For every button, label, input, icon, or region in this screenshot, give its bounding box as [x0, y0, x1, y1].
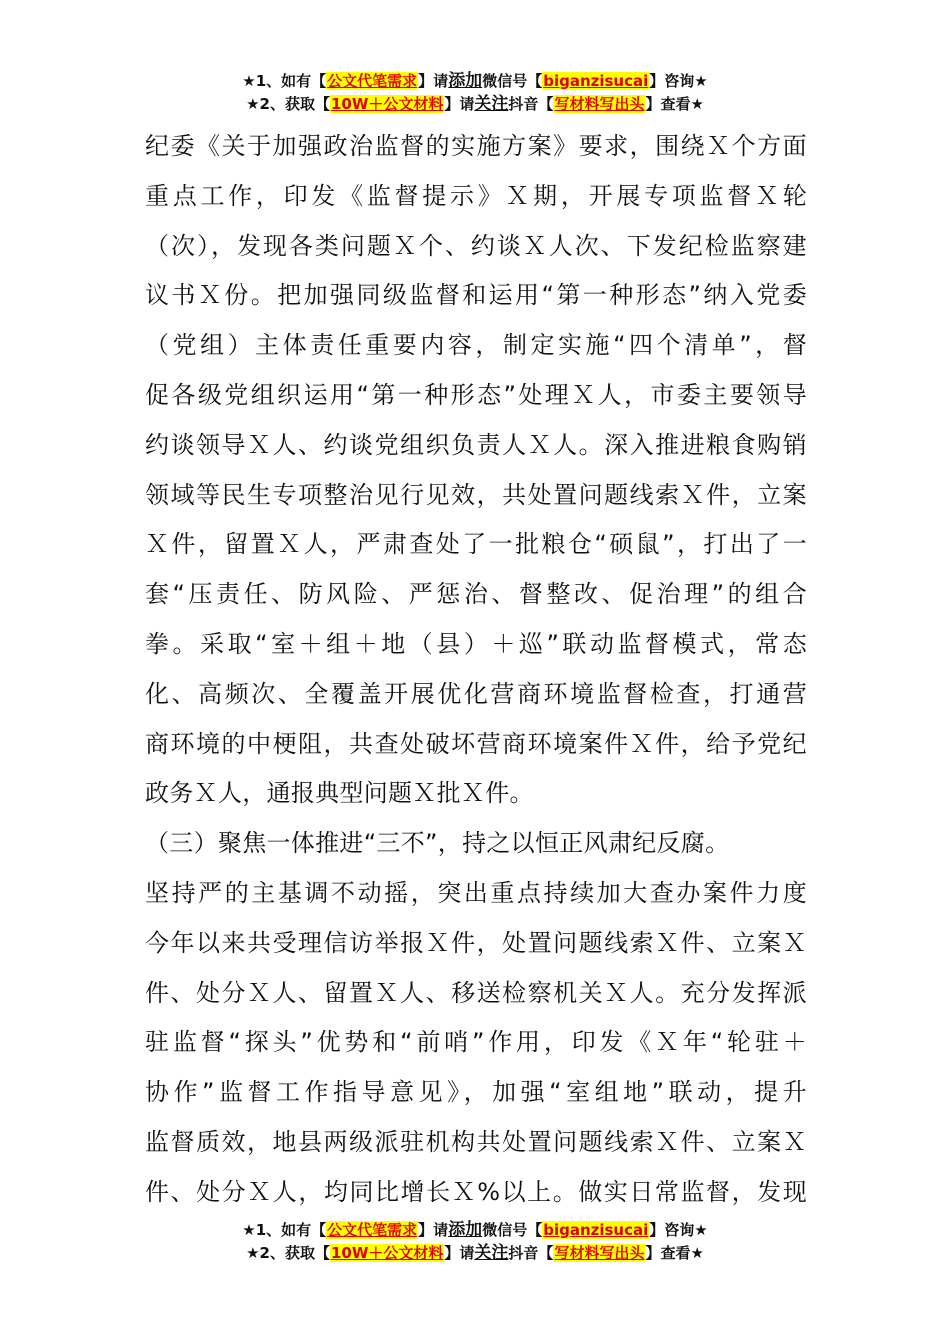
- banner-text: 】请: [418, 72, 449, 90]
- text-line: 拳。采取“室＋组＋地（县）＋巡”联动监督模式，常态: [145, 629, 807, 658]
- text-line: 促各级党组织运用“第一种形态”处理Ｘ人，市委主要领导: [145, 380, 807, 409]
- banner-text: 微信号【: [482, 72, 543, 90]
- banner-text: 】请: [444, 95, 475, 113]
- text-line: （党组）主体责任重要内容，制定实施“四个清单”，督: [145, 331, 807, 360]
- text-line: 监督质效，地县两级派驻机构共处置问题线索Ｘ件、立案Ｘ: [145, 1127, 807, 1156]
- text-line: 驻监督“探头”优势和“前哨”作用，印发《Ｘ年“轮驻＋: [145, 1028, 807, 1057]
- text-line: Ｘ件，留置Ｘ人，严肃查处了一批粮仓“硕鼠”，打出了一: [145, 530, 807, 559]
- bottom-banner: [0, 1219, 950, 1265]
- highlight-wechat-id: biganzisucai: [543, 1221, 649, 1239]
- text-line: 件、处分Ｘ人，均同比增长Ｘ%以上。做实日常监督，发现: [145, 1177, 807, 1206]
- highlight-materials: 10W＋公文材料: [330, 1244, 444, 1262]
- text-line: （次），发现各类问题Ｘ个、约谈Ｘ人次、下发纪检监察建: [145, 231, 807, 260]
- text-line: 约谈领导Ｘ人、约谈党组织负责人Ｘ人。深入推进粮食购销: [145, 430, 807, 459]
- highlight-materials: 10W＋公文材料: [330, 95, 444, 113]
- text-line: 化、高频次、全覆盖开展优化营商环境监督检查，打通营: [145, 679, 807, 708]
- underlined-text: 关注: [474, 1243, 509, 1263]
- banner-text: 】咨询★: [649, 72, 708, 90]
- text-line: 套“压责任、防风险、严惩治、督整改、促治理”的组合: [145, 580, 807, 609]
- banner-text: 】请: [418, 1221, 449, 1239]
- text-line: 协作”监督工作指导意见》，加强“室组地”联动，提升: [145, 1078, 807, 1107]
- banner-text: 】查看★: [645, 1244, 704, 1262]
- highlight-service: 公文代笔需求: [327, 1221, 418, 1239]
- banner-row-2: [0, 1242, 950, 1265]
- banner-text: 】查看★: [645, 95, 704, 113]
- underlined-text: 添加: [448, 71, 483, 91]
- top-banner: [0, 70, 950, 116]
- banner-text: 】咨询★: [649, 1221, 708, 1239]
- text-line: 商环境的中梗阻，共查处破坏营商环境案件Ｘ件，给予党纪: [145, 729, 807, 758]
- text-line: 件、处分Ｘ人、留置Ｘ人、移送检察机关Ｘ人。充分发挥派: [145, 978, 807, 1007]
- text-line: 坚持严的主基调不动摇，突出重点持续加大查办案件力度: [145, 878, 807, 907]
- highlight-service: 公文代笔需求: [327, 72, 418, 90]
- underlined-text: 关注: [474, 94, 509, 114]
- banner-text: 抖音【: [508, 1244, 554, 1262]
- text-line: （三）聚焦一体推进“三不”，持之以恒正风肃纪反腐。: [145, 829, 730, 858]
- highlight-douyin: 写材料写出头: [554, 1244, 645, 1262]
- banner-text: 抖音【: [508, 95, 554, 113]
- banner-row-2: [0, 93, 950, 116]
- text-line: 领域等民生专项整治见行见效，共处置问题线索Ｘ件，立案: [145, 480, 807, 509]
- underlined-text: 添加: [448, 1220, 483, 1240]
- text-line: 纪委《关于加强政治监督的实施方案》要求，围绕Ｘ个方面: [145, 132, 807, 160]
- text-line: 政务Ｘ人，通报典型问题Ｘ批Ｘ件。: [145, 779, 534, 808]
- banner-text: 微信号【: [482, 1221, 543, 1239]
- banner-text: ★1、如有【: [242, 72, 327, 90]
- banner-text: ★2、获取【: [246, 1244, 330, 1262]
- text-line: 今年以来共受理信访举报Ｘ件，处置问题线索Ｘ件、立案Ｘ: [145, 928, 807, 957]
- highlight-douyin: 写材料写出头: [554, 95, 645, 113]
- banner-text: ★2、获取【: [246, 95, 330, 113]
- banner-text: 】请: [444, 1244, 475, 1262]
- text-line: 重点工作，印发《监督提示》Ｘ期，开展专项监督Ｘ轮: [145, 181, 807, 210]
- banner-row-1: [0, 1219, 950, 1242]
- text-line: 议书Ｘ份。把加强同级监督和运用“第一种形态”纳入党委: [145, 281, 807, 310]
- document-body: [145, 122, 807, 1218]
- banner-text: ★1、如有【: [242, 1221, 327, 1239]
- banner-row-1: [0, 70, 950, 93]
- highlight-wechat-id: biganzisucai: [543, 72, 649, 90]
